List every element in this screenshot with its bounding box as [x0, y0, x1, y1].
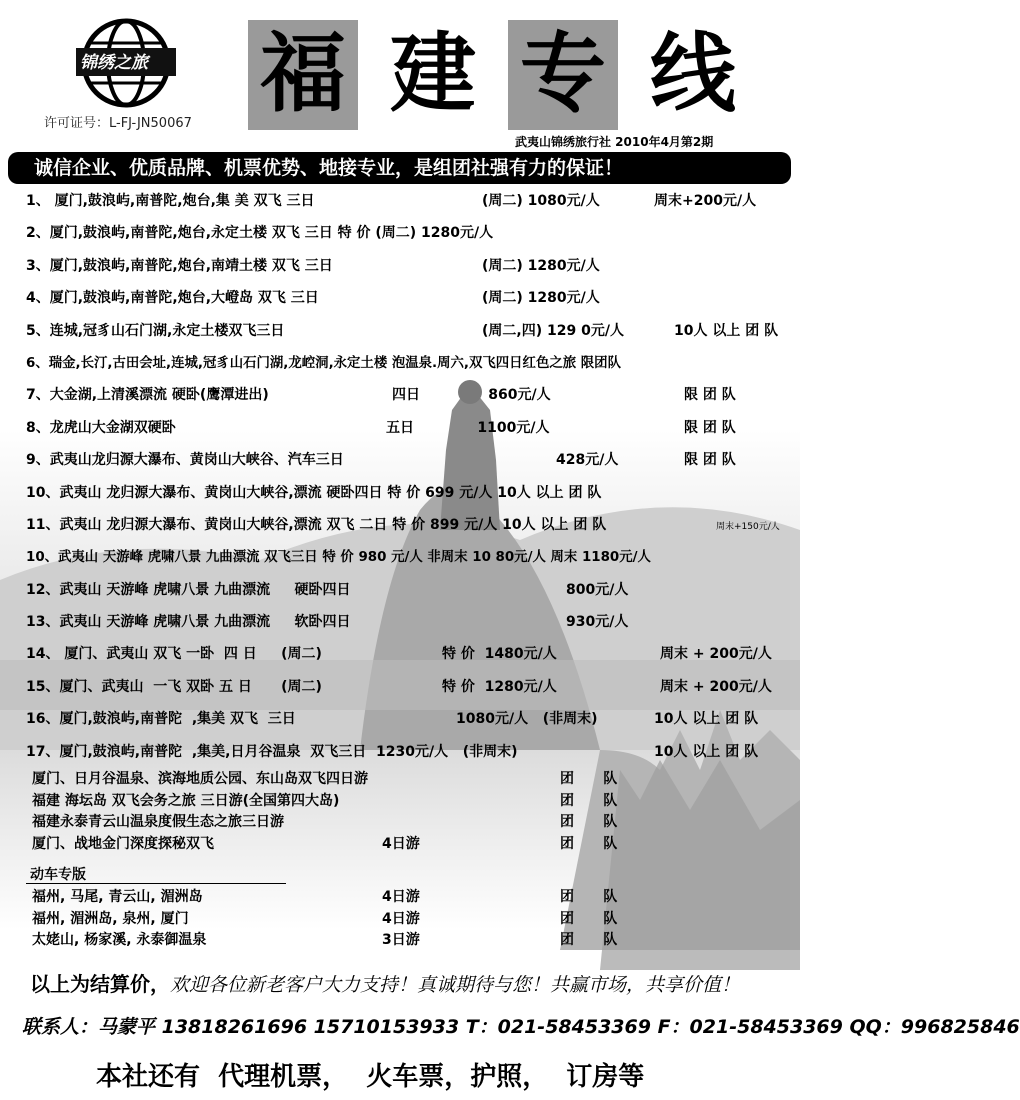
extra-route-type: 团 队 [560, 792, 618, 809]
route-desc: 15、厦门、武夷山 一飞 双卧 五 日 (周二) [26, 678, 322, 695]
route-row [26, 704, 798, 736]
route-weekend-note: 周末+150元/人 [716, 521, 780, 532]
route-desc: 14、 厦门、武夷山 双飞 一卧 四 日 (周二) [26, 646, 322, 663]
route-desc: 4、厦门,鼓浪屿,南普陀,炮台,大嶝岛 双飞 三日 [26, 290, 319, 307]
route-note: 周末+200元/人 [654, 193, 757, 209]
route-price: 五日 1100元/人 [386, 419, 550, 436]
route-row [26, 218, 798, 250]
dongche-days: 4日游 [382, 889, 420, 905]
title-char-2: 建 [390, 23, 476, 124]
route-desc: 3、厦门,鼓浪屿,南普陀,炮台,南靖土楼 双飞 三日 [26, 257, 333, 274]
extra-route-desc: 福建永泰青云山温泉度假生态之旅三日游 [32, 814, 284, 830]
route-note: 10人 以上 团 队 [674, 322, 779, 339]
route-row [26, 283, 798, 315]
route-price: 特 价 1480元/人 [442, 646, 557, 663]
route-desc: 10、武夷山 天游峰 虎啸八景 九曲漂流 双飞三日 特 价 980 元/人 非周末 10 80元/人 周末 1180元/人 [26, 550, 651, 566]
route-row [26, 575, 798, 607]
route-desc: 13、武夷山 天游峰 虎啸八景 九曲漂流 软卧四日 [26, 614, 351, 631]
route-row [26, 348, 798, 380]
route-note: 限 团 队 [684, 387, 736, 404]
route-note: 周末 + 200元/人 [660, 646, 772, 663]
route-desc: 11、武夷山 龙归源大瀑布、黄岗山大峡谷,漂流 双飞 二日 特 价 899 元/人 10人 以上 团 队 [26, 516, 607, 533]
dongche-desc: 福州, 马尾, 青云山, 湄洲岛 [32, 889, 203, 905]
logo-text: 锦绣之旅 [80, 53, 148, 73]
route-desc: 2、厦门,鼓浪屿,南普陀,炮台,永定土楼 双飞 三日 特 价 (周二) 1280元/人 [26, 225, 494, 242]
route-note: 10人 以上 团 队 [654, 743, 759, 760]
route-note: 周末 + 200元/人 [660, 678, 772, 695]
issue-info: 武夷山锦绣旅行社 2010年4月第2期 [515, 135, 714, 149]
extra-route-type: 团 队 [560, 771, 618, 787]
route-row [26, 542, 798, 574]
route-desc: 8、龙虎山大金湖双硬卧 [26, 419, 176, 436]
contact-info: 联系人：马蒙平 13818261696 15710153933 T：021-58453369 F：021-58453369 QQ：996825846 [22, 1016, 1020, 1038]
dongche-days: 3日游 [382, 932, 420, 948]
route-row [26, 251, 798, 283]
route-row [26, 737, 798, 769]
route-row [26, 510, 798, 542]
route-price: 800元/人 [566, 581, 629, 598]
route-desc: 5、连城,冠豸山石门湖,永定土楼双飞三日 [26, 322, 285, 339]
divider [26, 883, 286, 884]
title-char-1: 福 [248, 20, 358, 130]
route-row [26, 186, 798, 218]
route-price: 四日 860元/人 [392, 387, 551, 404]
route-row [26, 380, 798, 412]
dongche-days: 4日游 [382, 910, 420, 927]
price-note: 以上为结算价， [30, 972, 170, 996]
dongche-type: 团 队 [560, 910, 618, 927]
license-number: 许可证号：L-FJ-JN50067 [44, 116, 192, 131]
route-price: (周二) 1080元/人 [482, 193, 600, 209]
route-note: 限 团 队 [684, 419, 736, 436]
dongche-desc: 福州, 湄洲岛, 泉州, 厦门 [32, 910, 189, 927]
extra-route-desc: 福建 海坛岛 双飞会务之旅 三日游(全国第四大岛) [32, 792, 340, 809]
extra-route-days: 4日游 [382, 835, 420, 852]
route-desc: 17、厦门,鼓浪屿,南普陀 ,集美,日月谷温泉 双飞三日 1230元/人 (非周末) [26, 743, 518, 760]
route-desc: 12、武夷山 天游峰 虎啸八景 九曲漂流 硬卧四日 [26, 581, 351, 598]
title-char-3: 专 [508, 20, 618, 130]
route-price: (周二,四) 129 0元/人 [482, 322, 624, 339]
dongche-type: 团 队 [560, 889, 618, 905]
route-price: 特 价 1280元/人 [442, 678, 557, 695]
route-desc: 7、大金湖,上清溪漂流 硬卧(鹰潭进出) [26, 387, 269, 404]
route-row [26, 413, 798, 445]
welcome-text: 欢迎各位新老客户大力支持！真诚期待与您！共赢市场，共享价值！ [170, 974, 741, 996]
extra-route-type: 团 队 [560, 814, 618, 830]
dongche-type: 团 队 [560, 932, 618, 948]
footer-message [30, 968, 740, 997]
route-desc: 6、瑞金,长汀,古田会址,连城,冠豸山石门湖,龙崆洞,永定土楼 泡温泉.周六,双飞四日红色之旅 限团队 [26, 355, 621, 371]
route-price: (周二) 1280元/人 [482, 257, 600, 274]
route-price: 1080元/人 (非周末) [456, 711, 598, 728]
route-list [26, 186, 798, 769]
route-price: 428元/人 [556, 452, 619, 469]
dongche-desc: 太姥山, 杨家溪, 永泰御温泉 [32, 932, 207, 948]
services-line: 本社还有 代理机票， 火车票，护照， 订房等 [96, 1062, 645, 1092]
route-row [26, 672, 798, 704]
route-desc: 16、厦门,鼓浪屿,南普陀 ,集美 双飞 三日 [26, 711, 296, 728]
route-price: 930元/人 [566, 614, 629, 631]
extra-route-type: 团 队 [560, 835, 618, 852]
route-row [26, 445, 798, 477]
slogan-banner: 诚信企业、优质品牌、机票优势、地接专业，是组团社强有力的保证！ [8, 152, 791, 184]
route-row [26, 478, 798, 510]
route-row [26, 316, 798, 348]
route-desc: 9、武夷山龙归源大瀑布、黄岗山大峡谷、汽车三日 [26, 452, 344, 469]
route-desc: 1、 厦门,鼓浪屿,南普陀,炮台,集 美 双飞 三日 [26, 193, 315, 209]
extra-route-desc: 厦门、战地金门深度探秘双飞 [32, 835, 214, 852]
route-price: (周二) 1280元/人 [482, 290, 600, 307]
extra-route-desc: 厦门、日月谷温泉、滨海地质公园、东山岛双飞四日游 [32, 771, 368, 787]
route-row [26, 639, 798, 671]
dongche-title: 动车专版 [30, 867, 86, 883]
route-row [26, 607, 798, 639]
route-desc: 10、武夷山 龙归源大瀑布、黄岗山大峡谷,漂流 硬卧四日 特 价 699 元/人 10人 以上 团 队 [26, 484, 602, 501]
route-note: 10人 以上 团 队 [654, 711, 759, 728]
title-char-4: 线 [650, 23, 736, 124]
route-note: 限 团 队 [684, 452, 736, 469]
page-title [248, 20, 758, 130]
